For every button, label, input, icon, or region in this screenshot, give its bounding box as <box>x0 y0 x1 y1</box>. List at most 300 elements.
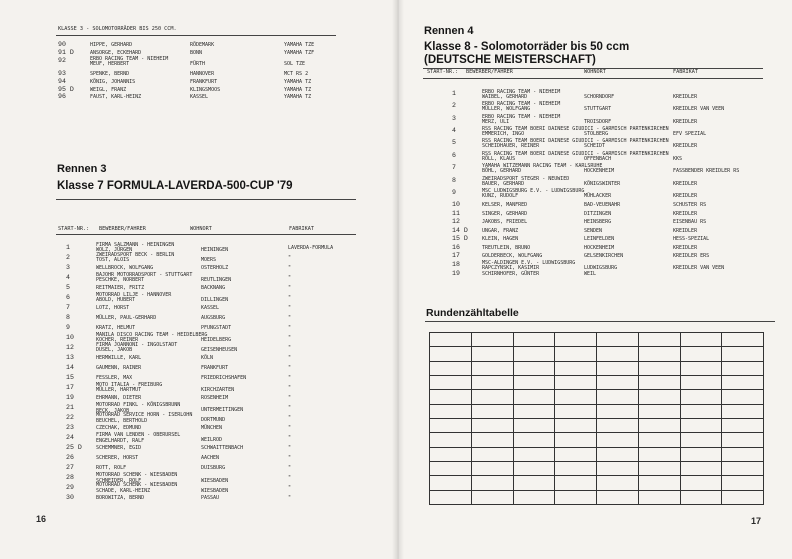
lap-cell <box>638 361 680 375</box>
manufacturer: KREIDLER <box>673 192 698 199</box>
start-number: 12 <box>66 343 74 351</box>
race4-col-driver: BEWERBER/FAHRER <box>466 69 513 75</box>
manufacturer: EISENBAU RS <box>673 219 707 225</box>
lap-cell <box>597 476 639 490</box>
manufacturer: " <box>288 294 292 301</box>
race4-heading: Rennen 4 <box>424 25 474 37</box>
lap-cell <box>597 447 639 461</box>
lap-cell <box>638 418 680 432</box>
team-name: BAJOHR MOTORRADSPORT - STUTTGART <box>96 272 193 279</box>
lap-cell <box>471 347 513 361</box>
team-name: ZWEIRADSPORT BECK - BERLIN <box>96 252 175 259</box>
race4-col-start: START-NR.: <box>427 69 459 75</box>
manufacturer: " <box>288 484 292 491</box>
manufacturer: MCT RS 2 <box>284 71 309 77</box>
team-name: ZWEIRADSPORT STEGER - NEUWIED <box>482 175 570 182</box>
lap-row <box>430 390 764 404</box>
class3-entry <box>58 55 348 70</box>
lap-cell <box>680 361 722 375</box>
driver-name: ABOLD, HUBERT <box>96 297 136 304</box>
hometown: KASSEL <box>190 94 209 100</box>
lap-cell <box>722 361 764 375</box>
start-number: 11 <box>452 210 460 217</box>
driver-name: KÖNIG, JOHANNIS <box>90 79 136 85</box>
team-name: FIRMA JOANNONI - INGOLSTADT <box>96 342 178 349</box>
start-number: 23 <box>66 423 74 431</box>
start-number: 26 <box>66 453 74 461</box>
manufacturer: KREIDLER VAN VEEN <box>673 264 725 271</box>
driver-name: LOTZ, HORST <box>96 304 130 311</box>
lap-cell <box>513 375 555 389</box>
manufacturer: KREIDLER <box>673 211 698 217</box>
lap-cell <box>680 390 722 404</box>
start-number: 10 <box>452 201 460 208</box>
lap-row <box>430 347 764 361</box>
race4-col-town: WOHNORT <box>584 69 606 75</box>
race4-subheading2: (DEUTSCHE MEISTERSCHAFT) <box>424 54 596 66</box>
manufacturer: " <box>288 364 292 371</box>
race3-col-make: FABRIKAT <box>289 226 314 232</box>
lap-cell <box>555 347 597 361</box>
manufacturer: YAMAHA TZE <box>284 42 315 48</box>
race3-col-town: WOHNORT <box>190 226 212 232</box>
hometown: BACKNANG <box>201 284 226 291</box>
start-number: 90 <box>58 41 66 48</box>
hometown: GELSENKIRCHEN <box>584 253 624 259</box>
lap-table-rule <box>425 321 775 322</box>
driver-name: MÜLLER, HARTMUT <box>96 387 142 394</box>
race4-col-make: FABRIKAT <box>673 69 698 75</box>
driver-name: MÜLLER, WOLFGANG <box>482 105 531 112</box>
start-number: 30 <box>66 494 74 501</box>
lap-cell <box>555 361 597 375</box>
team-name: ERBO RACING TEAM - NIEHEIM <box>482 88 561 95</box>
lap-cell <box>597 361 639 375</box>
lap-cell <box>680 418 722 432</box>
start-number: 16 <box>452 244 460 251</box>
start-number: 10 <box>66 333 74 341</box>
start-number: 92 <box>58 57 66 64</box>
lap-cell <box>555 418 597 432</box>
start-number: 22 <box>66 413 74 421</box>
manufacturer: " <box>288 414 292 421</box>
lap-cell <box>513 333 555 347</box>
team-name: YAMAHA WITZEMANN RACING TEAM - KARLSRUHE <box>482 162 603 169</box>
manufacturer: YAMAHA TZF <box>284 50 315 56</box>
lap-cell <box>430 490 472 504</box>
hometown: MÜNCHEN <box>201 424 223 431</box>
driver-name: WAIBEL, GERHARD <box>482 93 528 100</box>
lap-cell <box>680 433 722 447</box>
team-name: MOTORRAD FINKL - KÖNIGSBRUNN <box>96 402 181 409</box>
driver-name: KRATZ, HELMUT <box>96 324 136 331</box>
lap-cell <box>680 375 722 389</box>
lap-cell <box>680 404 722 418</box>
driver-name: BOROWITZA, BERND <box>96 495 145 501</box>
manufacturer: KREIDLER <box>673 180 698 187</box>
driver-name: TREUTLEIN, BRUNO <box>482 245 531 251</box>
driver-name: RAPCZYNSKI, KASIMIR <box>482 264 540 271</box>
race3-col-rule <box>56 234 356 235</box>
lap-cell <box>555 433 597 447</box>
lap-cell <box>555 375 597 389</box>
lap-cell <box>597 404 639 418</box>
manufacturer: KKS <box>673 155 683 162</box>
manufacturer: " <box>288 284 292 291</box>
driver-name: CZECHAK, EDMUND <box>96 424 142 431</box>
start-number: 18 <box>452 261 460 268</box>
hometown: HEIDELBERG <box>201 337 232 344</box>
driver-name: EHRMANN, DIETER <box>96 394 142 401</box>
start-number: 14 D <box>452 227 468 234</box>
class3-header: KLASSE 3 - SOLOMOTORRÄDER BIS 250 CCM. <box>58 26 177 32</box>
driver-name: SCHEMMNER, EGID <box>96 444 142 451</box>
team-name: MANILA DISCO RACING TEAM - HEIDELBERG <box>96 332 208 339</box>
manufacturer: " <box>288 344 292 351</box>
start-number: 3 <box>66 263 70 271</box>
lap-cell <box>597 347 639 361</box>
team-name: RSS RACING TEAM BOERI DAINESE GIUDICI - GARMISCH PARTENKIRCHEN <box>482 125 669 132</box>
manufacturer: YAMAHA TZ <box>284 87 312 93</box>
hometown: TROISDORF <box>584 118 612 125</box>
lap-cell <box>471 390 513 404</box>
start-number: 28 <box>66 473 74 481</box>
start-number: 5 <box>452 139 456 146</box>
driver-name: REITMAIER, FRITZ <box>96 284 145 291</box>
lap-cell <box>471 461 513 475</box>
lap-cell <box>555 404 597 418</box>
lap-cell <box>638 490 680 504</box>
lap-cell <box>430 476 472 490</box>
lap-cell <box>430 333 472 347</box>
manufacturer: " <box>288 324 292 331</box>
lap-cell <box>513 447 555 461</box>
start-number: 24 <box>66 433 74 441</box>
race4-entry <box>452 271 782 283</box>
start-number: 15 <box>66 373 74 381</box>
start-number: 8 <box>66 313 70 321</box>
lap-row <box>430 375 764 389</box>
lap-cell <box>638 333 680 347</box>
manufacturer: " <box>288 454 292 461</box>
lap-cell <box>513 476 555 490</box>
hometown: HANNOVER <box>190 71 215 77</box>
start-number: 95 D <box>58 86 74 93</box>
driver-name: HERMWILLE, KARL <box>96 354 142 361</box>
driver-name: SPENKE, BERND <box>90 71 130 77</box>
hometown: HEININGEN <box>201 247 229 254</box>
driver-name: MÜLLER, PAUL-GERHARD <box>96 314 157 321</box>
lap-cell <box>722 375 764 389</box>
lap-cell <box>471 447 513 461</box>
lap-cell <box>597 375 639 389</box>
lap-cell <box>722 447 764 461</box>
hometown: STOLBERG <box>584 130 609 137</box>
start-number: 94 <box>58 78 66 85</box>
hometown: MOERS <box>201 257 217 264</box>
team-name: MOTORRAD LILJE - HANNOVER <box>96 292 172 299</box>
hometown: OSTERHOLZ <box>201 264 229 271</box>
manufacturer: KREIDLER <box>673 93 698 100</box>
lap-cell <box>722 404 764 418</box>
lap-cell <box>513 347 555 361</box>
lap-cell <box>555 333 597 347</box>
lap-cell <box>597 461 639 475</box>
team-name: FIRMA VAN LENDEN - OBERURSEL <box>96 432 181 439</box>
start-number: 17 <box>66 383 74 391</box>
lap-cell <box>555 476 597 490</box>
driver-name: SCHIRNHOFER, GÜNTER <box>482 271 540 277</box>
driver-name: WEIGL, FRANZ <box>90 87 127 93</box>
manufacturer: SOL TZE <box>284 60 306 67</box>
race4-col-rule <box>423 78 763 79</box>
start-number: 2 <box>452 102 456 109</box>
lap-cell <box>471 418 513 432</box>
lap-cell <box>638 404 680 418</box>
start-number: 12 <box>452 218 460 225</box>
lap-cell <box>430 447 472 461</box>
class3-rule <box>56 35 336 36</box>
driver-name: GAUMENN, RAINER <box>96 364 142 371</box>
hometown: GEISENHEUSEN <box>201 347 238 354</box>
hometown: LEINFELDEN <box>584 236 615 242</box>
lap-row <box>430 433 764 447</box>
hometown: FRIEDRICHSHAFEN <box>201 374 247 381</box>
driver-name: BEUCHEL, BERTHOLD <box>96 417 148 424</box>
manufacturer: " <box>288 474 292 481</box>
lap-cell <box>638 375 680 389</box>
race4-entry <box>452 187 782 202</box>
lap-cell <box>722 461 764 475</box>
manufacturer: SCHUSTER RS <box>673 202 707 208</box>
driver-name: FESSLER, MAX <box>96 374 133 381</box>
lap-cell <box>638 433 680 447</box>
lap-cell <box>638 390 680 404</box>
hometown: UNTERMEITINGEN <box>201 407 244 414</box>
driver-name: KUNZ, RUDOLF <box>482 192 519 199</box>
driver-name: BECK, JAKOB <box>96 407 130 414</box>
manufacturer: YAMAHA TZ <box>284 94 312 100</box>
driver-name: SCHNEIDER, ROLF <box>96 477 142 484</box>
lap-cell <box>471 404 513 418</box>
hometown: KIRCHZARTEN <box>201 387 235 394</box>
start-number: 4 <box>66 273 70 281</box>
start-number: 9 <box>452 189 456 196</box>
hometown: FÜRTH <box>190 60 206 67</box>
manufacturer: " <box>288 274 292 281</box>
race4-subheading: Klasse 8 - Solomotorräder bis 50 ccm <box>424 41 630 53</box>
driver-name: PESCHKE, NORBERT <box>96 277 145 284</box>
lap-cell <box>638 476 680 490</box>
lap-cell <box>722 347 764 361</box>
hometown: AUGSBURG <box>201 314 226 321</box>
lap-cell <box>597 333 639 347</box>
lap-cell <box>597 433 639 447</box>
lap-cell <box>513 361 555 375</box>
lap-cell <box>430 347 472 361</box>
hometown: SCHEIDT <box>584 142 606 149</box>
lap-cell <box>555 461 597 475</box>
hometown: MÜHLACKER <box>584 192 612 199</box>
lap-cell <box>430 404 472 418</box>
lap-cell <box>513 461 555 475</box>
driver-name: GOLDERBECK, WOLFGANG <box>482 253 543 259</box>
hometown: SENDEN <box>584 228 603 234</box>
team-name: MOTORRAD SERVICE HORN - ISERLOHN <box>96 412 193 419</box>
lap-cell <box>722 490 764 504</box>
manufacturer: " <box>288 374 292 381</box>
driver-name: KOCHER, REINER <box>96 337 139 344</box>
hometown: FRANKFURT <box>190 79 218 85</box>
hometown: AACHEN <box>201 454 220 461</box>
lap-cell <box>430 361 472 375</box>
start-number: 4 <box>452 127 456 134</box>
lap-cell <box>680 461 722 475</box>
start-number: 17 <box>452 252 460 259</box>
page-number-right: 17 <box>751 516 762 526</box>
hometown: LUDWIGSBURG <box>584 264 618 271</box>
manufacturer: KREIDLER <box>673 245 698 251</box>
lap-table-heading: Rundenzähltabelle <box>426 307 519 319</box>
hometown: DUISBURG <box>201 464 226 471</box>
hometown: HEINSBERG <box>584 219 612 225</box>
start-number: 25 D <box>66 443 82 451</box>
team-name: ERBO RACING TEAM - NIEHEIM <box>90 55 169 62</box>
race3-title-rule <box>56 199 356 200</box>
driver-name: WELLBROCK, WOLFGANG <box>96 264 154 271</box>
hometown: KÖNIGSWINTER <box>584 180 621 187</box>
lap-cell <box>430 375 472 389</box>
lap-cell <box>722 418 764 432</box>
race3-subheading: Klasse 7 FORMULA-LAVERDA-500-CUP '79 <box>57 180 293 192</box>
lap-cell <box>471 375 513 389</box>
hometown: WIESBADEN <box>201 477 229 484</box>
start-number: 3 <box>452 115 456 122</box>
lap-cell <box>513 433 555 447</box>
lap-cell <box>597 418 639 432</box>
team-name: RSS RACING TEAM BOERI DAINESE GIUDICI - GARMISCH PARTENKIRCHEN <box>482 137 669 144</box>
lap-row <box>430 447 764 461</box>
hometown: ROSENHEIM <box>201 394 229 401</box>
team-name: MOTO ITALIA - FREIBURG <box>96 382 163 389</box>
page-number-left: 16 <box>36 514 47 524</box>
hometown: BAD-VEUENAHR <box>584 202 621 208</box>
start-number: 21 <box>66 403 74 411</box>
start-number: 8 <box>452 177 456 184</box>
lap-row <box>430 333 764 347</box>
manufacturer: " <box>288 434 292 441</box>
lap-cell <box>722 476 764 490</box>
lap-cell <box>638 447 680 461</box>
driver-name: KELSER, MANFRED <box>482 202 528 208</box>
driver-name: ROTT, ROLF <box>96 464 127 471</box>
team-name: MSC LUDWIGSBURG E.V. - LUDWIGSBURG <box>482 187 585 194</box>
manufacturer: " <box>288 354 292 361</box>
race3-entry <box>66 495 356 507</box>
manufacturer: HESS-SPEZIAL <box>673 236 710 242</box>
driver-name: EMMERICH, INGO <box>482 130 525 137</box>
lap-count-grid <box>429 332 764 505</box>
lap-cell <box>722 433 764 447</box>
driver-name: KLEIN, HAGEN <box>482 236 519 242</box>
lap-cell <box>513 390 555 404</box>
race3-col-start: START-NR.: <box>58 226 90 232</box>
manufacturer: " <box>288 404 292 411</box>
driver-name: SINGER, GERHARD <box>482 211 528 217</box>
lap-cell <box>680 476 722 490</box>
driver-name: SCHADE, KARL-HEINZ <box>96 487 151 494</box>
lap-cell <box>471 333 513 347</box>
lap-cell <box>722 390 764 404</box>
hometown: PFUNGSTADT <box>201 324 232 331</box>
driver-name: MEUF, HERBERT <box>90 60 130 67</box>
lap-cell <box>722 333 764 347</box>
lap-cell <box>555 490 597 504</box>
start-number: 1 <box>452 90 456 97</box>
team-name: MOTORRAD SCHENK - WIESBADEN <box>96 482 178 489</box>
driver-name: JAKOBS, FRIEDEL <box>482 219 528 225</box>
driver-name: WOLZ, JÜRGEN <box>96 247 133 254</box>
lap-row <box>430 476 764 490</box>
hometown: BONN <box>190 50 203 56</box>
team-name: MOTORRAD SCHENK - WIESBADEN <box>96 472 178 479</box>
driver-name: MERZ, ULI <box>482 118 510 125</box>
hometown: WIESBADEN <box>201 487 229 494</box>
team-name: RSS RACING TEAM BOERI DAINESE GIUDICI - GARMISCH PARTENKIRCHEN <box>482 150 669 157</box>
hometown: SCHWAITTENBACH <box>201 444 244 451</box>
manufacturer: " <box>288 384 292 391</box>
manufacturer: " <box>288 254 292 261</box>
driver-name: ANSORGE, ECKEHARD <box>90 50 142 56</box>
driver-name: FAUST, KARL-HEINZ <box>90 94 142 100</box>
lap-cell <box>430 418 472 432</box>
hometown: STUTTGART <box>584 105 612 112</box>
manufacturer: KREIDLER ERS <box>673 253 710 259</box>
driver-name: HIPPE, GERHARD <box>90 42 133 48</box>
driver-name: ENGELHARDT, RALF <box>96 437 145 444</box>
driver-name: TOST, ALOIS <box>96 257 130 264</box>
driver-name: SCHEIDHAUER, REINER <box>482 142 540 149</box>
start-number: 5 <box>66 283 70 291</box>
lap-row <box>430 404 764 418</box>
manufacturer: YAMAHA TZ <box>284 79 312 85</box>
hometown: FRANKFURT <box>201 364 229 371</box>
start-number: 7 <box>452 164 456 171</box>
manufacturer: KREIDLER VAN VEEN <box>673 105 725 112</box>
start-number: 6 <box>452 152 456 159</box>
lap-cell <box>638 347 680 361</box>
lap-row <box>430 461 764 475</box>
lap-cell <box>471 433 513 447</box>
team-name: FIRMA SALZMANN - HEININGEN <box>96 242 175 248</box>
lap-cell <box>597 390 639 404</box>
lap-cell <box>513 404 555 418</box>
class3-entry <box>58 94 348 106</box>
start-number: 93 <box>58 70 66 77</box>
manufacturer: KREIDLER <box>673 118 698 125</box>
manufacturer: KREIDLER <box>673 228 698 234</box>
hometown: OFFENBACH <box>584 155 612 162</box>
hometown: SCHORNDORF <box>584 93 615 100</box>
manufacturer: " <box>288 424 292 431</box>
start-number: 27 <box>66 463 74 471</box>
manufacturer: " <box>288 264 292 271</box>
manufacturer: " <box>288 304 292 311</box>
driver-name: UNGAR, FRANZ <box>482 228 519 234</box>
lap-cell <box>513 490 555 504</box>
manufacturer: FASSBENDER KREIDLER RS <box>673 167 740 174</box>
lap-cell <box>513 418 555 432</box>
